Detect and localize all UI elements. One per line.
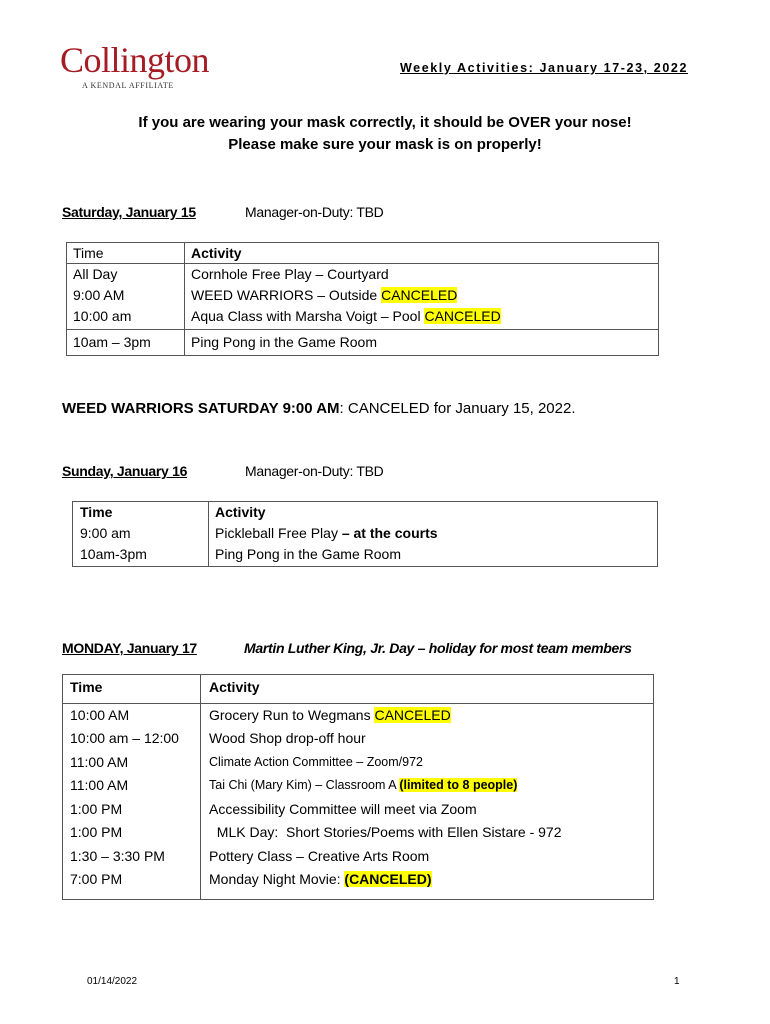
row-time: 10:00 am – 12:00 bbox=[70, 730, 179, 746]
saturday-table bbox=[66, 242, 659, 356]
row-time: 9:00 AM bbox=[73, 287, 125, 303]
header-activity: Activity bbox=[215, 504, 266, 520]
row-activity: Ping Pong in the Game Room bbox=[191, 334, 377, 350]
page-number: 1 bbox=[674, 976, 680, 987]
row-time: 7:00 PM bbox=[70, 871, 123, 887]
row-time: 10:00 am bbox=[73, 308, 132, 324]
row-time: 1:30 – 3:30 PM bbox=[70, 848, 165, 864]
header-activity: Activity bbox=[209, 679, 260, 695]
sunday-table bbox=[72, 501, 658, 567]
limited-capacity-badge: (limited to 8 people) bbox=[399, 778, 518, 792]
monday-table bbox=[62, 674, 654, 900]
row-time: 9:00 am bbox=[80, 525, 131, 541]
collington-logo bbox=[60, 40, 210, 100]
page-title: Weekly Activities: January 17-23, 2022 bbox=[399, 61, 688, 75]
row-activity: Cornhole Free Play – Courtyard bbox=[191, 266, 389, 282]
row-activity: MLK Day: Short Stories/Poems with Ellen Sistare - 972 bbox=[209, 824, 562, 840]
header-activity: Activity bbox=[191, 245, 242, 261]
sunday-manager: Manager-on-Duty: TBD bbox=[245, 463, 384, 479]
row-activity: Ping Pong in the Game Room bbox=[215, 546, 401, 562]
monday-title: MONDAY, January 17 bbox=[62, 640, 197, 656]
row-time: 11:00 AM bbox=[70, 777, 129, 793]
row-activity: Grocery Run to Wegmans bbox=[209, 707, 375, 723]
header-time: Time bbox=[80, 504, 113, 520]
sunday-title: Sunday, January 16 bbox=[62, 463, 188, 479]
saturday-title: Saturday, January 15 bbox=[62, 204, 196, 220]
weed-warriors-statement bbox=[62, 400, 576, 417]
statement-rest: : CANCELED for January 15, 2022. bbox=[339, 400, 576, 417]
row-time: 10:00 AM bbox=[70, 707, 130, 723]
canceled-badge: CANCELED bbox=[381, 287, 458, 303]
footer-date: 01/14/2022 bbox=[87, 976, 138, 987]
row-time: 10am – 3pm bbox=[73, 334, 151, 350]
canceled-badge: CANCELED bbox=[424, 308, 501, 324]
row-time: 1:00 PM bbox=[70, 801, 123, 817]
row-time: 10am-3pm bbox=[80, 546, 147, 562]
mlk-holiday-note: Martin Luther King, Jr. Day – holiday for most team members bbox=[244, 640, 632, 656]
canceled-badge: (CANCELED) bbox=[344, 871, 432, 887]
row-time: 11:00 AM bbox=[70, 754, 129, 770]
row-activity: WEED WARRIORS – Outside bbox=[191, 287, 382, 303]
mask-notice-line-2: Please make sure your mask is on properly! bbox=[228, 136, 542, 153]
header-time: Time bbox=[73, 245, 104, 261]
header-time: Time bbox=[70, 679, 103, 695]
saturday-manager: Manager-on-Duty: TBD bbox=[245, 204, 384, 220]
row-activity: Accessibility Committee will meet via Zoom bbox=[209, 801, 477, 817]
logo-wordmark: Collington bbox=[60, 40, 210, 80]
row-activity: Climate Action Committee – Zoom/972 bbox=[209, 755, 423, 769]
row-activity: Wood Shop drop-off hour bbox=[209, 730, 366, 746]
row-time: 1:00 PM bbox=[70, 824, 123, 840]
canceled-badge: CANCELED bbox=[374, 707, 451, 723]
row-activity: Aqua Class with Marsha Voigt – Pool bbox=[191, 308, 425, 324]
row-time: All Day bbox=[73, 266, 118, 282]
row-activity: Pickleball Free Play bbox=[215, 525, 342, 541]
mask-notice-line-1: If you are wearing your mask correctly, it should be OVER your nose! bbox=[138, 114, 632, 131]
statement-bold: WEED WARRIORS SATURDAY 9:00 AM bbox=[62, 400, 340, 417]
row-activity: Pottery Class – Creative Arts Room bbox=[209, 848, 430, 864]
row-activity: Tai Chi (Mary Kim) – Classroom A bbox=[209, 778, 400, 792]
logo-tagline: A KENDAL AFFILIATE bbox=[82, 81, 174, 90]
row-activity: Monday Night Movie: bbox=[209, 871, 345, 887]
row-activity-location: – at the courts bbox=[341, 525, 438, 541]
